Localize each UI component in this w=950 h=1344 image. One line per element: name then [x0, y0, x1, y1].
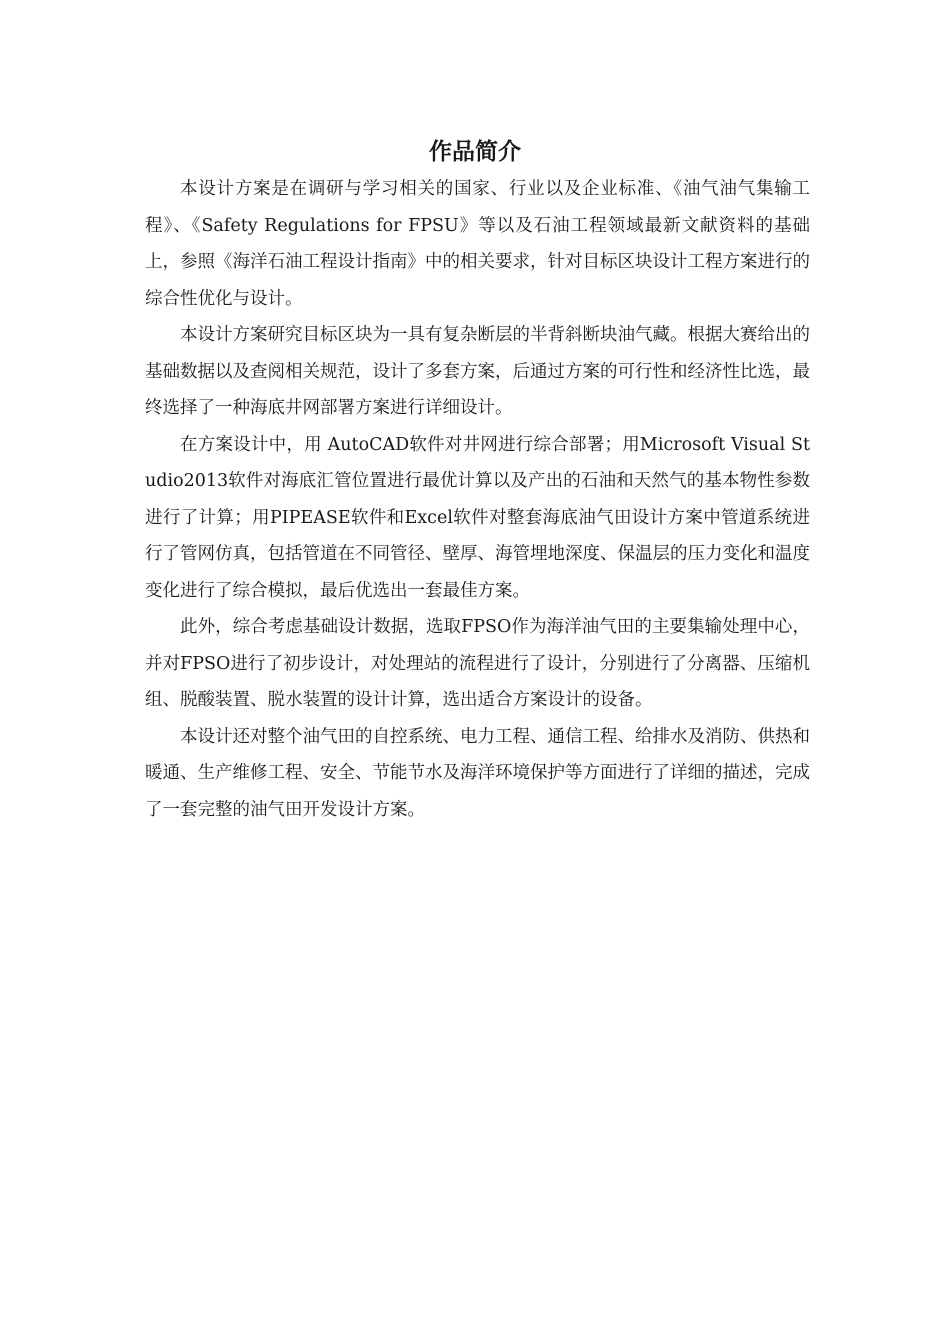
document-title: 作品简介 [429, 139, 521, 165]
paragraph-software-tools: 在方案设计中，用 AutoCAD软件对井网进行综合部署；用Microsoft Visual Studio2013软件对海底汇管位置进行最优计算以及产出的石油和天然气的基本物性参数进行了计算；用PIPEASE软件和Excel软件对整套海底油气田设计方案中管道系统进行了管网仿真，包括管道在不同管径、壁厚、海管埋地深度、保温层的压力变化和温度变化进行了综合模拟，最后优选出一套最佳方案。 [145, 434, 810, 601]
document-body [145, 171, 810, 828]
paragraph-standards-basis: 本设计方案是在调研与学习相关的国家、行业以及企业标准、《油气油气集输工程》、《Safety Regulations for FPSU》等以及石油工程领域最新文献资料的基础上，参照《海洋石油工程设计指南》中的相关要求，针对目标区块设计工程方案进行的综合性优化与设计。 [145, 179, 810, 309]
paragraph-systems-summary: 本设计还对整个油气田的自控系统、电力工程、通信工程、给排水及消防、供热和暖通、生产维修工程、安全、节能节水及海洋环境保护等方面进行了详细的描述，完成了一套完整的油气田开发设计方案。 [145, 726, 810, 820]
paragraph-fpso-design: 此外，综合考虑基础设计数据，选取FPSO作为海洋油气田的主要集输处理中心，并对FPSO进行了初步设计，对处理站的流程进行了设计，分别进行了分离器、压缩机组、脱酸装置、脱水装置的设计计算，选出适合方案设计的设备。 [145, 617, 810, 710]
paragraph-target-block: 本设计方案研究目标区块为一具有复杂断层的半背斜断块油气藏。根据大赛给出的基础数据以及查阅相关规范，设计了多套方案，后通过方案的可行性和经济性比选，最终选择了一种海底井网部署方案进行详细设计。 [145, 325, 810, 418]
